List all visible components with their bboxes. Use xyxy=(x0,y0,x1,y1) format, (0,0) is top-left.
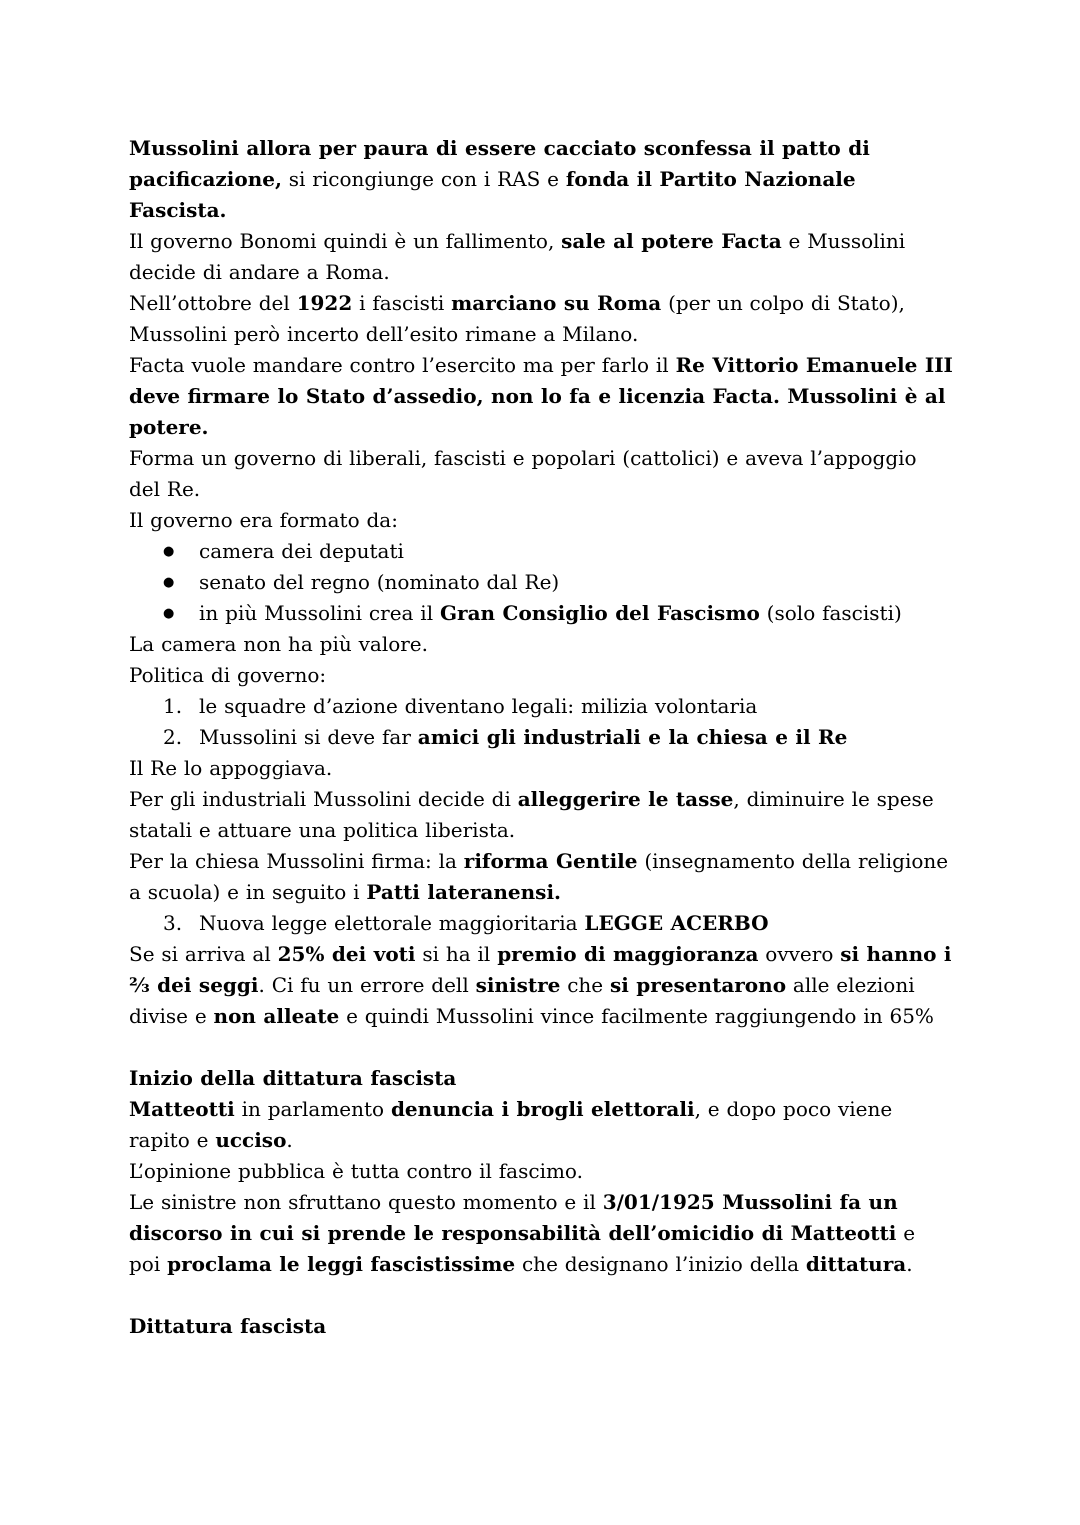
text-run: e poi xyxy=(129,1221,916,1276)
text-run: camera dei deputati xyxy=(199,539,404,563)
blank-line xyxy=(129,1280,953,1311)
text-run: senato del regno (nominato dal Re) xyxy=(199,570,560,594)
text-run: e Mussolini decide di andare a Roma. xyxy=(129,229,906,284)
bold-text-run: Mussolini allora per paura di essere cacciato sconfessa il patto di pacificazione, xyxy=(129,136,870,191)
text-run: . Ci fu un errore dell xyxy=(258,973,476,997)
text-run: alle elezioni divise e xyxy=(129,973,915,1028)
text-run: che xyxy=(560,973,610,997)
paragraph xyxy=(129,1187,953,1280)
text-run: le squadre d’azione diventano legali: milizia volontaria xyxy=(199,694,758,718)
text-run: . xyxy=(906,1252,913,1276)
text-run: si ricongiunge con i RAS e xyxy=(281,167,566,191)
text-run: Forma un governo di liberali, fascisti e popolari (cattolici) e aveva l’appoggio del Re. xyxy=(129,446,917,501)
bold-text-run: fonda il Partito Nazionale Fascista. xyxy=(129,167,856,222)
bullet-marker: ● xyxy=(163,606,175,621)
bold-text-run: Re Vittorio Emanuele III deve firmare lo Stato d’assedio, non lo fa e licenzia Facta. Mussolini è al potere. xyxy=(129,353,953,439)
bold-text-run: 3/01/1925 Mussolini fa un discorso in cui si prende le responsabilità dell’omicidio di Matteotti xyxy=(129,1190,898,1245)
paragraph xyxy=(129,505,953,536)
number-marker: 3. xyxy=(163,911,183,935)
bold-text-run: LEGGE ACERBO xyxy=(584,911,769,935)
number-marker: 2. xyxy=(163,725,183,749)
text-run: . xyxy=(286,1128,293,1152)
text-run: ovvero xyxy=(758,942,841,966)
paragraph xyxy=(129,753,953,784)
bold-text-run: marciano su Roma xyxy=(451,291,662,315)
paragraph xyxy=(129,660,953,691)
text-run: La camera non ha più valore. xyxy=(129,632,429,656)
number-marker: 1. xyxy=(163,694,183,718)
numbered-list xyxy=(129,908,953,939)
text-run: in parlamento xyxy=(234,1097,391,1121)
bold-text-run: Dittatura fascista xyxy=(129,1314,327,1338)
text-run: che designano l’inizio della xyxy=(515,1252,806,1276)
paragraph xyxy=(129,288,953,350)
text-run: in più Mussolini crea il xyxy=(199,601,440,625)
bullet-marker: ● xyxy=(163,544,175,559)
text-run: (per un colpo di Stato), Mussolini però incerto dell’esito rimane a Milano. xyxy=(129,291,905,346)
text-run: Facta vuole mandare contro l’esercito ma per farlo il xyxy=(129,353,676,377)
list-item xyxy=(129,598,953,629)
text-run: , diminuire le spese statali e attuare una politica liberista. xyxy=(129,787,934,842)
blank-line xyxy=(129,1032,953,1063)
bold-text-run: amici gli industriali e la chiesa e il Re xyxy=(417,725,848,749)
paragraph xyxy=(129,1094,953,1156)
paragraph xyxy=(129,226,953,288)
bold-text-run: Patti lateranensi. xyxy=(366,880,561,904)
section-heading xyxy=(129,1063,953,1094)
bold-text-run: riforma Gentile xyxy=(463,849,638,873)
text-run: Nell’ottobre del xyxy=(129,291,297,315)
text-run: Se si arriva al xyxy=(129,942,278,966)
bold-text-run: dittatura xyxy=(805,1252,907,1276)
bold-text-run: non alleate xyxy=(213,1004,340,1028)
text-run: Le sinistre non sfruttano questo momento e il xyxy=(129,1190,603,1214)
bold-text-run: 1922 xyxy=(296,291,353,315)
text-run: Il governo era formato da: xyxy=(129,508,398,532)
list-item xyxy=(129,567,953,598)
document-body xyxy=(129,133,953,1342)
section-heading xyxy=(129,1311,953,1342)
text-run: Nuova legge elettorale maggioritaria xyxy=(199,911,585,935)
text-run: L’opinione pubblica è tutta contro il fascimo. xyxy=(129,1159,583,1183)
text-run: Per gli industriali Mussolini decide di xyxy=(129,787,518,811)
bold-text-run: Inizio della dittatura fascista xyxy=(129,1066,457,1090)
paragraph xyxy=(129,784,953,846)
text-run: Per la chiesa Mussolini firma: la xyxy=(129,849,464,873)
paragraph xyxy=(129,350,953,443)
bold-text-run: proclama le leggi fascistissime xyxy=(167,1252,516,1276)
bold-text-run: Matteotti xyxy=(129,1097,235,1121)
bold-text-run: premio di maggioranza xyxy=(497,942,759,966)
bold-text-run: Gran Consiglio del Fascismo xyxy=(439,601,760,625)
list-item xyxy=(129,691,953,722)
paragraph xyxy=(129,1156,953,1187)
paragraph xyxy=(129,939,953,1032)
list-item xyxy=(129,908,953,939)
bold-text-run: sale al potere Facta xyxy=(561,229,782,253)
text-run: Il governo Bonomi quindi è un fallimento, xyxy=(129,229,562,253)
bold-text-run: si presentarono xyxy=(609,973,787,997)
paragraph xyxy=(129,629,953,660)
bullet-list xyxy=(129,536,953,629)
bold-text-run: ucciso xyxy=(215,1128,287,1152)
numbered-list xyxy=(129,691,953,753)
text-run: (insegnamento della religione a scuola) e in seguito i xyxy=(129,849,949,904)
text-run: i fascisti xyxy=(352,291,452,315)
text-run: Politica di governo: xyxy=(129,663,327,687)
paragraph xyxy=(129,133,953,226)
paragraph xyxy=(129,846,953,908)
text-run: (solo fascisti) xyxy=(759,601,902,625)
bold-text-run: si hanno i ⅔ dei seggi xyxy=(129,942,952,997)
list-item xyxy=(129,536,953,567)
text-run: Il Re lo appoggiava. xyxy=(129,756,333,780)
bullet-marker: ● xyxy=(163,575,175,590)
bold-text-run: denuncia i brogli elettorali xyxy=(390,1097,695,1121)
list-item xyxy=(129,722,953,753)
paragraph xyxy=(129,443,953,505)
text-run: si ha il xyxy=(415,942,498,966)
text-run: e quindi Mussolini vince facilmente raggiungendo in 65% xyxy=(339,1004,934,1028)
text-run: , e dopo poco viene rapito e xyxy=(129,1097,893,1152)
bold-text-run: sinistre xyxy=(475,973,561,997)
bold-text-run: 25% dei voti xyxy=(277,942,416,966)
bold-text-run: alleggerire le tasse xyxy=(517,787,734,811)
text-run: Mussolini si deve far xyxy=(199,725,418,749)
